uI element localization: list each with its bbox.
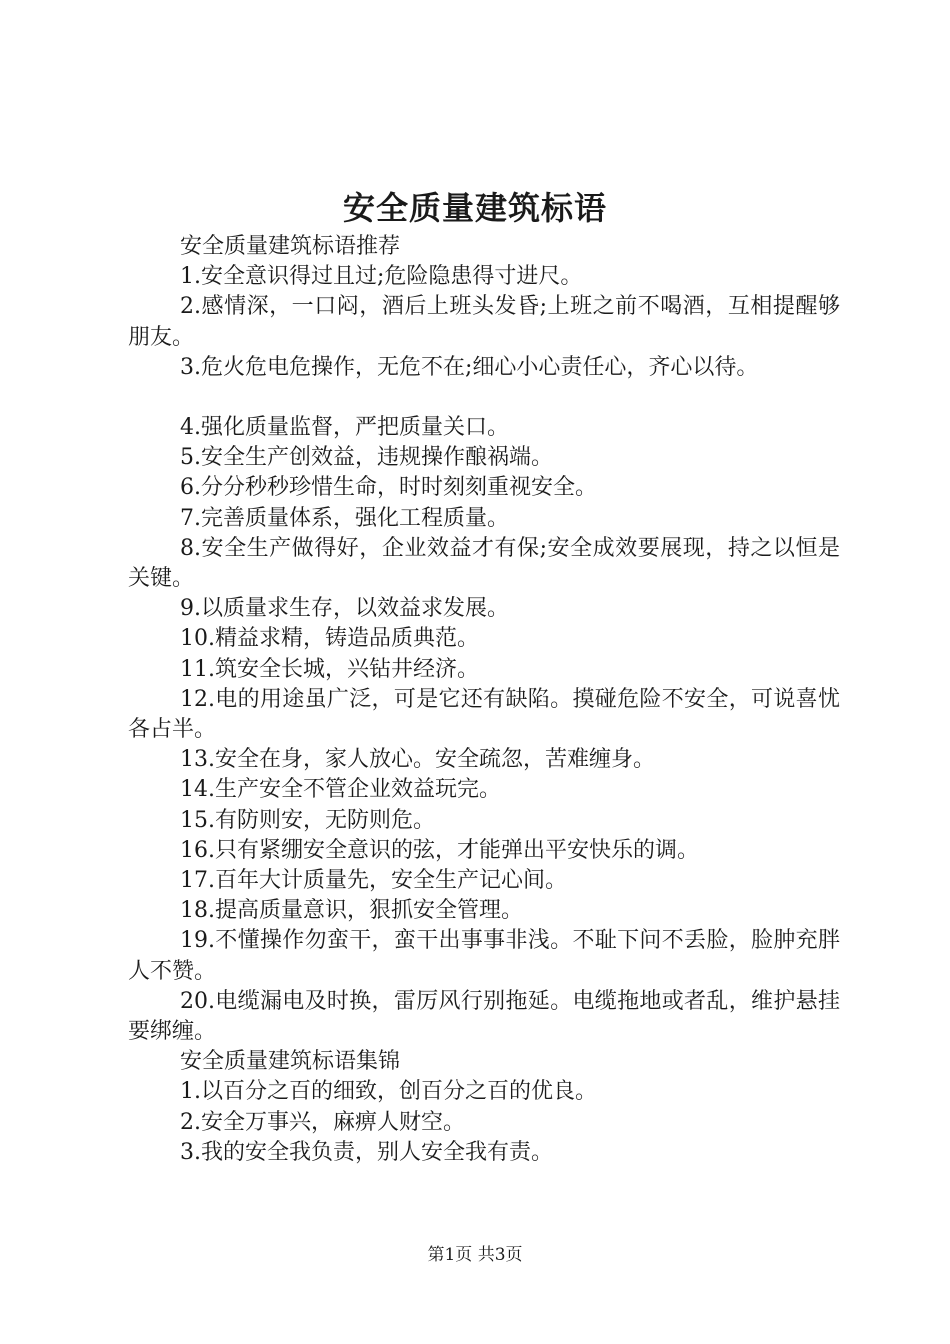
slogan-item: 3.危火危电危操作，无危不在;细心小心责任心，齐心以待。 — [180, 354, 759, 380]
slogan-item: 2.感情深，一口闷，酒后上班头发昏;上班之前不喝酒，互相提醒够朋友。 — [128, 294, 840, 350]
slogan-item: 4.强化质量监督，严把质量关口。 — [180, 415, 509, 441]
slogan-item: 11.筑安全长城，兴钻井经济。 — [180, 656, 479, 682]
section-heading: 安全质量建筑标语推荐 — [180, 234, 401, 259]
slogan-item: 8.安全生产做得好，企业效益才有保;安全成效要展现，持之以恒是关键。 — [128, 535, 840, 592]
slogan-item: 3.我的安全我负责，别人安全我有责。 — [180, 1139, 553, 1165]
slogan-item: 14.生产安全不管企业效益玩完。 — [180, 777, 501, 803]
slogan-item: 2.安全万事兴，麻痹人财空。 — [180, 1109, 465, 1135]
slogan-item: 9.以质量求生存，以效益求发展。 — [180, 596, 509, 622]
slogan-item: 13.安全在身，家人放心。安全疏忽，苦难缠身。 — [180, 747, 655, 773]
slogan-item: 6.分分秒秒珍惜生命，时时刻刻重视安全。 — [180, 475, 597, 501]
document-title: 安全质量建筑标语 — [342, 189, 607, 227]
slogan-item: 20.电缆漏电及时换，雷厉风行别拖延。电缆拖地或者乱，维护悬挂要绑缠。 — [128, 988, 840, 1045]
slogan-item: 1.安全意识得过且过;危险隐患得寸进尺。 — [180, 264, 583, 290]
slogan-item: 19.不懂操作勿蛮干，蛮干出事事非浅。不耻下问不丢脸，脸肿充胖人不赞。 — [128, 928, 840, 984]
slogan-item: 7.完善质量体系，强化工程质量。 — [180, 505, 509, 531]
slogan-item: 15.有防则安，无防则危。 — [180, 807, 435, 833]
document-body — [128, 232, 840, 1168]
slogan-item: 12.电的用途虽广泛，可是它还有缺陷。摸碰危险不安全，可说喜忧各占半。 — [128, 686, 840, 743]
slogan-item: 1.以百分之百的细致，创百分之百的优良。 — [180, 1079, 597, 1105]
page-number-footer: 第1页 共3页 — [427, 1245, 523, 1265]
section-heading: 安全质量建筑标语集锦 — [180, 1049, 401, 1075]
slogan-item: 17.百年大计质量先，安全生产记心间。 — [180, 868, 567, 894]
slogan-item: 5.安全生产创效益，违规操作酿祸端。 — [180, 445, 553, 471]
slogan-item: 18.提高质量意识，狠抓安全管理。 — [180, 898, 523, 924]
slogan-item: 10.精益求精，铸造品质典范。 — [180, 626, 479, 652]
slogan-item: 16.只有紧绷安全意识的弦，才能弹出平安快乐的调。 — [180, 837, 699, 863]
